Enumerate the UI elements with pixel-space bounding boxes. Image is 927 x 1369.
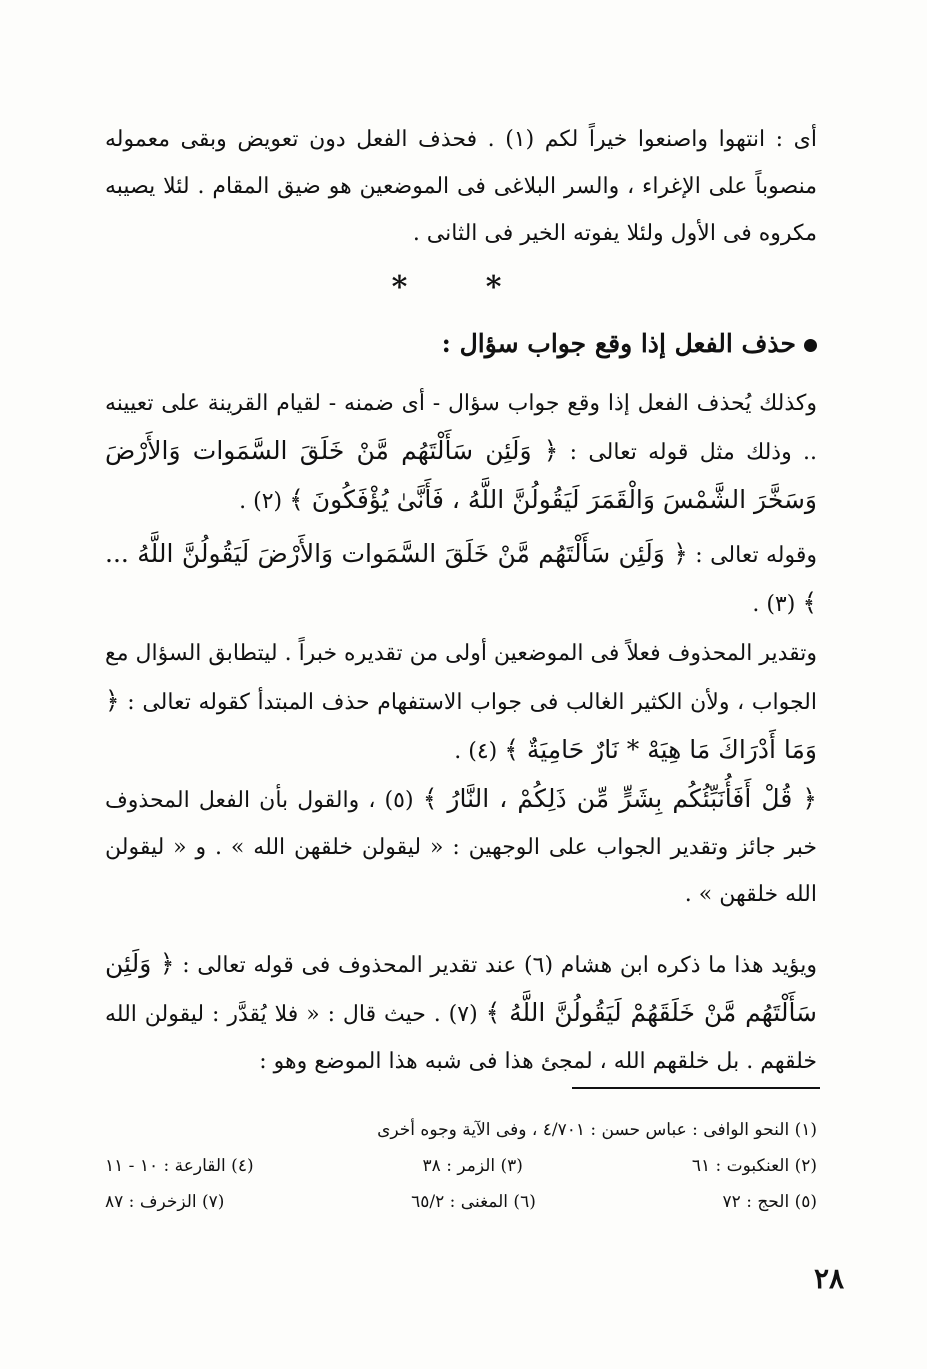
paragraph-1: [105, 116, 817, 257]
footnote-7: (٧) الزخرف : ٨٧: [105, 1192, 225, 1212]
paragraph-6: [105, 940, 817, 1085]
quran-quote: ﴿ وَلَئِن سَأَلْتَهُم مَّنْ خَلَقَ السَّمَوات وَالأَرْضَ وَسَخَّرَ الشَّمْسَ وَالْقَمَرَ لَيَقُولُنَّ اللَّهُ ، فَأَنَّىٰ يُؤْفَكُونَ ﴾: [105, 436, 817, 514]
paragraph-6-text-after: . حيث قال : « فلا يُقدَّر : ليقولن الله خلقهم . بل خلقهم الله ، لمجئ هذا فى شبه هذا الموضع وهو :: [105, 1002, 817, 1074]
paragraph-4-text: وتقدير المحذوف فعلاً فى الموضعين أولى من تقديره خبراً . ليتطابق السؤال مع الجواب ، ولأن الكثير الغالب فى جواب الاستفهام حذف المبتدأ كقوله تعالى :: [105, 641, 818, 715]
section-heading-text: حذف الفعل إذا وقع جواب سؤال :: [441, 329, 796, 358]
footnote-ref: (٤) .: [454, 739, 498, 764]
footnote-divider: [572, 1087, 820, 1089]
quran-quote: ﴿ وَمَا أَدْرَاكَ مَا هِيَهْ * نَارٌ حَامِيَةٌ ﴾: [105, 686, 817, 764]
paragraph-5: [105, 775, 817, 918]
footnote-ref: (٢) .: [239, 489, 283, 514]
footnote-ref: (٥): [384, 788, 414, 813]
paragraph-2-text: وكذلك يُحذف الفعل إذا وقع جواب سؤال - أى ضمنه - لقيام القرينة على تعيينه .. وذلك مثل قوله تعالى :: [105, 391, 818, 465]
page-number: ٢٨: [813, 1262, 845, 1295]
quran-quote: ﴿ وَلَئِن سَأَلْتَهُم مَّنْ خَلَقَ السَّمَوات وَالأَرْضَ لَيَقُولُنَّ اللَّهُ ... ﴾: [105, 539, 817, 617]
paragraph-2: [105, 380, 817, 525]
footnote-5: (٥) الحج : ٧٢: [722, 1192, 817, 1212]
footnote-row-3: [105, 1184, 817, 1220]
footnote-ref: (٣) .: [752, 592, 796, 617]
section-separator: * *: [391, 270, 536, 305]
footnote-ref: (٧): [448, 1002, 478, 1027]
paragraph-1-text: أى : انتهوا واصنعوا خيراً لكم (١) . فحذف الفعل دون تعويض وبقى معموله منصوباً على الإغراء ، والسر البلاغى فى الموضعين هو ضيق المقام . لئلا يصيبه مكروه فى الأول ولئلا يفوته الخير فى الثانى .: [105, 127, 817, 246]
footnote-2: (٢) العنكبوت : ٦١: [691, 1156, 817, 1176]
quran-quote: ﴿ قُلْ أَفَأُنَبِّئُكُم بِشَرٍّ مِّن ذَلِكُمْ ، النَّارُ ﴾: [422, 784, 818, 813]
footnote-1: (١) النحو الوافى : عباس حسن : ٤/٧٠١ ، وفى الآية وجوه أخرى: [377, 1120, 817, 1140]
footnote-4: (٤) القارعة : ١٠ - ١١: [105, 1156, 254, 1176]
footnote-6: (٦) المغنى : ٦٥/٢: [411, 1192, 536, 1212]
section-heading: [442, 322, 817, 366]
paragraph-5-text: ، والقول بأن الفعل المحذوف خبر جائز وتقدير الجواب على الوجهين : « ليقولن خلقهن الله » . و « ليقولن الله خلقهن » .: [105, 788, 817, 907]
paragraph-6-text-before: ويؤيد هذا ما ذكره ابن هشام (٦) عند تقدير المحذوف فى قوله تعالى :: [182, 953, 817, 978]
paragraph-3-text: وقوله تعالى :: [695, 543, 817, 568]
footnote-3: (٣) الزمر : ٣٨: [422, 1156, 523, 1176]
bullet-icon: [804, 339, 817, 352]
paragraph-3: [105, 530, 817, 628]
paragraph-4: [105, 630, 817, 775]
quran-quote: ﴿ وَلَئِن سَأَلْتَهُم مَّنْ خَلَقَهُمْ لَيَقُولُنَّ اللَّهُ ﴾: [105, 949, 818, 1027]
footnote-row-2: [105, 1148, 817, 1184]
footnotes: [105, 1112, 817, 1220]
